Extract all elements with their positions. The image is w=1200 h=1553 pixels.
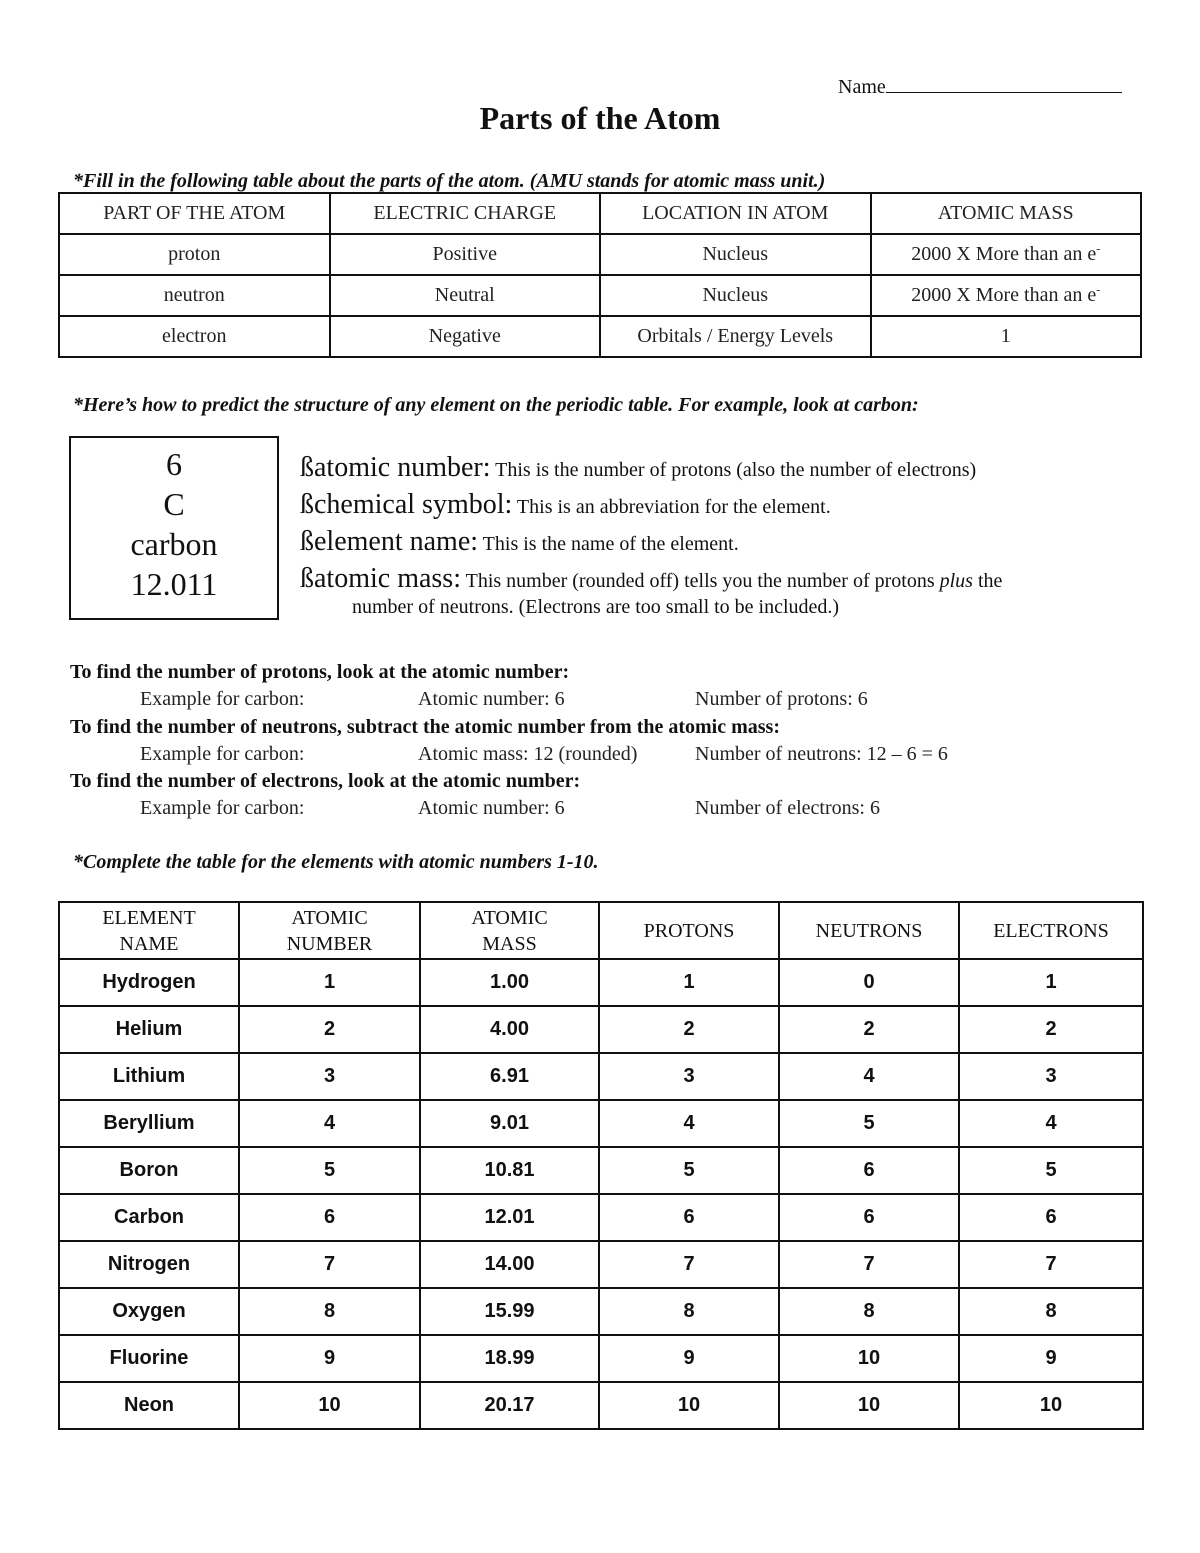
mass-cell: 2000 X More than an e- xyxy=(871,275,1142,316)
elements-table xyxy=(58,901,1144,1430)
definition-atomic-number: ßatomic number: This is the number of protons (also the number of electrons) xyxy=(300,452,977,483)
example-given: Atomic number: 6 xyxy=(418,688,565,710)
atomic-mass-cell: 18.99 xyxy=(420,1335,599,1382)
complete-table-instruction: *Complete the table for the elements with atomic numbers 1-10. xyxy=(73,851,599,873)
part-cell: electron xyxy=(59,316,330,357)
atomic-number-cell: 2 xyxy=(239,1006,420,1053)
atomic-number-cell: 4 xyxy=(239,1100,420,1147)
atomic-number-cell: 5 xyxy=(239,1147,420,1194)
neutrons-cell: 7 xyxy=(779,1241,959,1288)
element-name-cell: Lithium xyxy=(59,1053,239,1100)
name-label: Name xyxy=(838,76,886,98)
element-number: 6 xyxy=(166,446,182,482)
electrons-cell: 10 xyxy=(959,1382,1143,1429)
parts-of-atom-table xyxy=(58,192,1142,358)
rule-neutrons: To find the number of neutrons, subtract the atomic number from the atomic mass: xyxy=(70,716,780,738)
atomic-mass-cell: 9.01 xyxy=(420,1100,599,1147)
electrons-cell: 1 xyxy=(959,959,1143,1006)
table-row xyxy=(59,1335,1143,1382)
electrons-cell: 6 xyxy=(959,1194,1143,1241)
bullet-icon: ß xyxy=(300,489,314,520)
rule-protons: To find the number of protons, look at the atomic number: xyxy=(70,661,570,683)
location-cell: Nucleus xyxy=(600,234,871,275)
table-row xyxy=(59,1382,1143,1429)
part-cell: proton xyxy=(59,234,330,275)
definition-atomic-mass: ßatomic mass: This number (rounded off) tells you the number of protons plus the xyxy=(300,563,1003,594)
col-header-atomic-number: ATOMIC NUMBER xyxy=(239,902,420,959)
neutrons-cell: 10 xyxy=(779,1335,959,1382)
element-symbol: C xyxy=(163,486,185,522)
name-field[interactable] xyxy=(838,74,1122,99)
atomic-number-cell: 1 xyxy=(239,959,420,1006)
electrons-cell: 3 xyxy=(959,1053,1143,1100)
definition-element-name: ßelement name: This is the name of the element. xyxy=(300,526,739,557)
electrons-cell: 2 xyxy=(959,1006,1143,1053)
atomic-mass-cell: 10.81 xyxy=(420,1147,599,1194)
col-header: ELECTRIC CHARGE xyxy=(330,193,601,234)
location-cell: Nucleus xyxy=(600,275,871,316)
bullet-icon: ß xyxy=(300,452,314,483)
col-header-element-name: ELEMENT NAME xyxy=(59,902,239,959)
definition-continuation: number of neutrons. (Electrons are too small to be included.) xyxy=(352,596,840,618)
protons-cell: 9 xyxy=(599,1335,779,1382)
element-name: carbon xyxy=(130,526,218,562)
element-tile-carbon xyxy=(69,436,279,620)
col-header: ATOMIC MASS xyxy=(871,193,1142,234)
parts-table-header xyxy=(59,193,1141,234)
atomic-mass-cell: 12.01 xyxy=(420,1194,599,1241)
neutrons-cell: 8 xyxy=(779,1288,959,1335)
example-label: Example for carbon: xyxy=(140,797,305,819)
atomic-number-cell: 6 xyxy=(239,1194,420,1241)
protons-cell: 3 xyxy=(599,1053,779,1100)
element-name-cell: Beryllium xyxy=(59,1100,239,1147)
location-cell: Orbitals / Energy Levels xyxy=(600,316,871,357)
structure-instruction: *Here’s how to predict the structure of any element on the periodic table. For example, look at carbon: xyxy=(73,394,919,416)
electrons-cell: 9 xyxy=(959,1335,1143,1382)
atomic-number-cell: 3 xyxy=(239,1053,420,1100)
element-name-cell: Helium xyxy=(59,1006,239,1053)
example-label: Example for carbon: xyxy=(140,743,305,765)
protons-cell: 8 xyxy=(599,1288,779,1335)
atomic-number-cell: 9 xyxy=(239,1335,420,1382)
neutrons-cell: 4 xyxy=(779,1053,959,1100)
col-header: PART OF THE ATOM xyxy=(59,193,330,234)
protons-cell: 1 xyxy=(599,959,779,1006)
neutrons-cell: 10 xyxy=(779,1382,959,1429)
element-name-cell: Carbon xyxy=(59,1194,239,1241)
protons-cell: 2 xyxy=(599,1006,779,1053)
table-row xyxy=(59,316,1141,357)
bullet-icon: ß xyxy=(300,526,314,557)
element-name-cell: Nitrogen xyxy=(59,1241,239,1288)
example-result: Number of protons: 6 xyxy=(695,688,868,710)
protons-cell: 5 xyxy=(599,1147,779,1194)
element-name-cell: Neon xyxy=(59,1382,239,1429)
table-row xyxy=(59,1194,1143,1241)
table-row xyxy=(59,1288,1143,1335)
neutrons-cell: 5 xyxy=(779,1100,959,1147)
table-row xyxy=(59,1147,1143,1194)
atomic-number-cell: 10 xyxy=(239,1382,420,1429)
col-header-atomic-mass: ATOMIC MASS xyxy=(420,902,599,959)
neutrons-cell: 2 xyxy=(779,1006,959,1053)
neutrons-cell: 0 xyxy=(779,959,959,1006)
atomic-mass-cell: 20.17 xyxy=(420,1382,599,1429)
protons-cell: 10 xyxy=(599,1382,779,1429)
col-header-neutrons: NEUTRONS xyxy=(779,902,959,959)
example-result: Number of electrons: 6 xyxy=(695,797,880,819)
electrons-cell: 8 xyxy=(959,1288,1143,1335)
atomic-mass-cell: 4.00 xyxy=(420,1006,599,1053)
page-title: Parts of the Atom xyxy=(479,100,721,136)
bullet-icon: ß xyxy=(300,563,314,594)
example-result: Number of neutrons: 12 – 6 = 6 xyxy=(695,743,948,765)
protons-cell: 6 xyxy=(599,1194,779,1241)
definition-chemical-symbol: ßchemical symbol: This is an abbreviation for the element. xyxy=(300,489,831,520)
table-row xyxy=(59,1053,1143,1100)
col-header-electrons: ELECTRONS xyxy=(959,902,1143,959)
protons-cell: 4 xyxy=(599,1100,779,1147)
element-name-cell: Oxygen xyxy=(59,1288,239,1335)
example-given: Atomic number: 6 xyxy=(418,797,565,819)
element-name-cell: Boron xyxy=(59,1147,239,1194)
neutrons-cell: 6 xyxy=(779,1147,959,1194)
mass-cell: 2000 X More than an e- xyxy=(871,234,1142,275)
elements-table-header xyxy=(59,902,1143,959)
parts-instruction: *Fill in the following table about the parts of the atom. (AMU stands for atomic mass unit.) xyxy=(73,170,826,192)
atomic-mass-cell: 15.99 xyxy=(420,1288,599,1335)
element-name-cell: Hydrogen xyxy=(59,959,239,1006)
table-row xyxy=(59,1100,1143,1147)
name-blank[interactable] xyxy=(886,74,1122,93)
example-given: Atomic mass: 12 (rounded) xyxy=(418,743,638,765)
charge-cell: Negative xyxy=(330,316,601,357)
electrons-cell: 5 xyxy=(959,1147,1143,1194)
element-mass: 12.011 xyxy=(130,566,218,602)
table-row xyxy=(59,275,1141,316)
neutrons-cell: 6 xyxy=(779,1194,959,1241)
atomic-number-cell: 8 xyxy=(239,1288,420,1335)
col-header-protons: PROTONS xyxy=(599,902,779,959)
electrons-cell: 7 xyxy=(959,1241,1143,1288)
protons-cell: 7 xyxy=(599,1241,779,1288)
electrons-cell: 4 xyxy=(959,1100,1143,1147)
table-row xyxy=(59,1241,1143,1288)
element-name-cell: Fluorine xyxy=(59,1335,239,1382)
rule-electrons: To find the number of electrons, look at the atomic number: xyxy=(70,770,581,792)
table-row xyxy=(59,959,1143,1006)
part-cell: neutron xyxy=(59,275,330,316)
atomic-mass-cell: 14.00 xyxy=(420,1241,599,1288)
table-row xyxy=(59,1006,1143,1053)
atomic-mass-cell: 6.91 xyxy=(420,1053,599,1100)
charge-cell: Positive xyxy=(330,234,601,275)
atomic-mass-cell: 1.00 xyxy=(420,959,599,1006)
atomic-number-cell: 7 xyxy=(239,1241,420,1288)
example-label: Example for carbon: xyxy=(140,688,305,710)
mass-cell: 1 xyxy=(871,316,1142,357)
col-header: LOCATION IN ATOM xyxy=(600,193,871,234)
table-row xyxy=(59,234,1141,275)
charge-cell: Neutral xyxy=(330,275,601,316)
